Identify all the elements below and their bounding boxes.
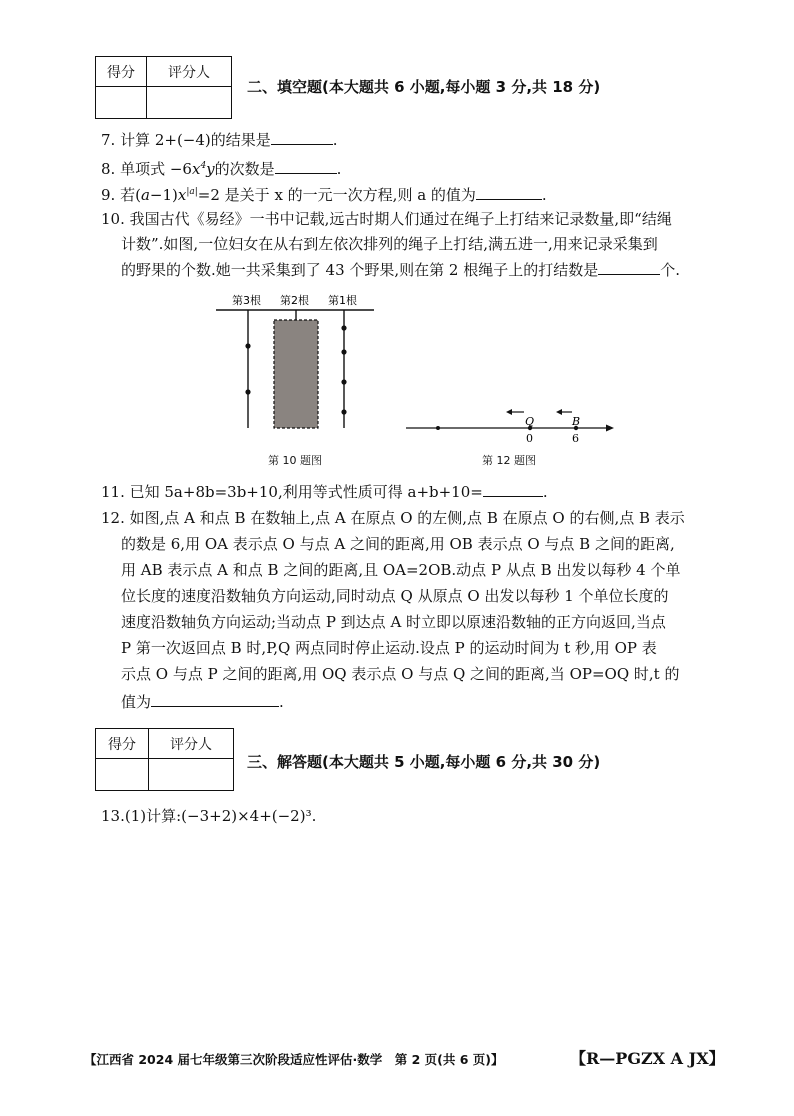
section3-title: 三、解答题(本大题共 5 小题,每小题 6 分,共 30 分): [247, 753, 601, 771]
question-12-line4: 位长度的速度沿数轴负方向运动,同时动点 Q 从原点 O 出发以每秒 1 个单位长度的: [121, 587, 669, 605]
question-12-line6: P 第一次返回点 B 时,P,Q 两点同时停止运动.设点 P 的运动时间为 t 秒,用 OP 表: [121, 639, 657, 657]
question-9: 9. 若$(a-1)x^{|a|}=2$ 是关于 x 的一元一次方程,则 a 的值为 .: [101, 186, 547, 204]
figure-12-caption: 第 12 题图: [482, 454, 536, 467]
figure-12-number-line: [404, 408, 616, 448]
question-11: 11. 已知 5a+8b=3b+10,利用等式性质可得 a+b+10= .: [101, 483, 548, 501]
score-cell[interactable]: [96, 87, 147, 119]
q10-answer-blank[interactable]: [598, 260, 660, 275]
tick-0: 0: [526, 432, 533, 445]
page-footer: 【江西省 2024 届七年级第三次阶段适应性评估·数学 第 2 页(共 6 页)】: [84, 1052, 504, 1067]
grader-header: 评分人: [149, 729, 234, 759]
grader-cell[interactable]: [147, 87, 232, 119]
grader-cell[interactable]: [149, 759, 234, 791]
question-12-line7: 示点 O 与点 P 之间的距离,用 OQ 表示点 O 与点 Q 之间的距离,当 OP=OQ 时,t 的: [121, 665, 680, 683]
q9-answer-blank[interactable]: [476, 185, 542, 200]
question-12-line2: 的数是 6,用 OA 表示点 O 与点 A 之间的距离,用 OB 表示点 O 与点 B 之间的距离,: [121, 535, 675, 553]
question-13: 13.(1)计算:(−3+2)×4+(−2)³.: [101, 807, 317, 825]
q8-answer-blank[interactable]: [275, 159, 337, 174]
point-a: [436, 426, 440, 430]
q11-answer-blank[interactable]: [483, 482, 543, 497]
question-12-line3: 用 AB 表示点 A 和点 B 之间的距离,且 OA=2OB.动点 P 从点 B 出发以每秒 4 个单: [121, 561, 681, 579]
tick-6: 6: [572, 432, 579, 445]
question-7: 7. 计算 2+(−4)的结果是 .: [101, 131, 338, 149]
arrow-left-icon: [506, 409, 512, 415]
figure-10-knot-diagram: [214, 288, 379, 436]
grader-header: 评分人: [147, 57, 232, 87]
woman-shape: [274, 320, 318, 428]
rope-label-3: 第3根: [232, 294, 261, 307]
label-b: B: [572, 415, 581, 428]
rope-label-1: 第1根: [328, 294, 357, 307]
knot: [245, 389, 250, 394]
knot: [341, 409, 346, 414]
score-header: 得分: [96, 57, 147, 87]
section2-title: 二、填空题(本大题共 6 小题,每小题 3 分,共 18 分): [247, 78, 601, 96]
q7-text: 7. 计算 2+(−4)的结果是: [101, 131, 271, 149]
arrow-left-icon: [556, 409, 562, 415]
rope-label-2: 第2根: [280, 294, 309, 307]
score-box-2: [95, 728, 234, 791]
question-10-line3: 的野果的个数.她一共采集到了 43 个野果,则在第 2 根绳子上的打结数是 个.: [121, 261, 681, 279]
score-header: 得分: [96, 729, 149, 759]
knot: [341, 325, 346, 330]
score-cell[interactable]: [96, 759, 149, 791]
question-8: 8. 单项式 $-6x^4y$的次数是 .: [101, 160, 342, 178]
q12-answer-blank[interactable]: [151, 692, 279, 707]
knot: [245, 343, 250, 348]
question-10-line2: 计数”.如图,一位妇女在从右到左依次排列的绳子上打结,满五进一,用来记录采集到: [121, 235, 658, 253]
exam-code: 【R—PGZX A JX】: [570, 1049, 725, 1068]
question-12-line1: 12. 如图,点 A 和点 B 在数轴上,点 A 在原点 O 的左侧,点 B 在原点 O 的右侧,点 B 表示: [101, 509, 685, 527]
question-12-line5: 速度沿数轴负方向运动;当动点 P 到达点 A 时立即以原速沿数轴的正方向返回,当点: [121, 613, 666, 631]
q8-monomial: $x^4y$: [191, 160, 215, 178]
figure-10-caption: 第 10 题图: [268, 454, 322, 467]
q7-answer-blank[interactable]: [271, 130, 333, 145]
question-12-line8: 值为 .: [121, 693, 284, 711]
label-q: Q: [525, 415, 535, 428]
knot: [341, 379, 346, 384]
knot: [341, 349, 346, 354]
score-box-1: [95, 56, 232, 119]
question-10-line1: 10. 我国古代《易经》一书中记载,远古时期人们通过在绳子上打结来记录数量,即“结绳: [101, 210, 672, 228]
q9-equation-term: a: [140, 186, 150, 204]
axis-arrow-icon: [606, 425, 614, 432]
